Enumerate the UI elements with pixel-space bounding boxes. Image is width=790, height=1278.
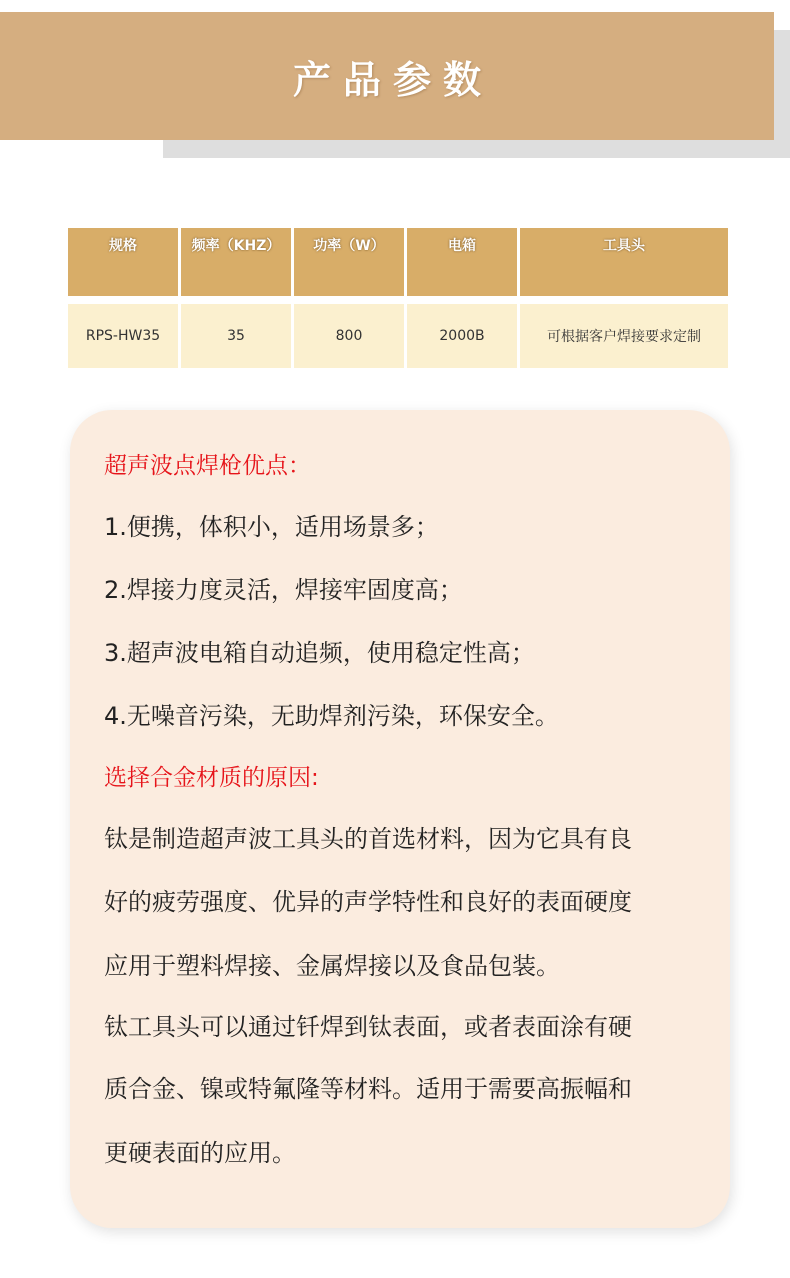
advantages-heading: 超声波点焊枪优点： xyxy=(104,453,311,479)
header-tool-head: 工具头 xyxy=(520,228,728,296)
reason-line-6: 更硬表面的应用。 xyxy=(104,1139,296,1167)
reason-line-4: 钛工具头可以通过钎焊到钛表面，或者表面涂有硬 xyxy=(104,1013,632,1041)
table-gap-row xyxy=(68,296,728,304)
advantage-item-4: 4.无噪音污染，无助焊剂污染，环保安全。 xyxy=(104,702,559,730)
advantage-item-3: 3.超声波电箱自动追频，使用稳定性高； xyxy=(104,639,535,667)
spec-table xyxy=(68,228,728,356)
reason-line-1: 钛是制造超声波工具头的首选材料，因为它具有良 xyxy=(104,825,632,853)
table-header-row xyxy=(68,228,728,296)
table-row xyxy=(68,304,728,368)
cell-tool-head: 可根据客户焊接要求定制 xyxy=(520,304,728,368)
header-spec: 规格 xyxy=(68,228,178,296)
advantage-item-1: 1.便携，体积小，适用场景多； xyxy=(104,513,439,541)
advantage-item-2: 2.焊接力度灵活，焊接牢固度高； xyxy=(104,576,463,604)
spec-table-grid xyxy=(65,228,731,368)
cell-power: 800 xyxy=(294,304,404,368)
reason-line-3: 应用于塑料焊接、金属焊接以及食品包装。 xyxy=(104,952,560,980)
cell-frequency: 35 xyxy=(181,304,291,368)
reason-line-5: 质合金、镍或特氟隆等材料。适用于需要高振幅和 xyxy=(104,1075,632,1103)
header-frequency: 频率（KHZ） xyxy=(181,228,291,296)
header-banner xyxy=(0,12,774,140)
reason-line-2: 好的疲劳强度、优异的声学特性和良好的表面硬度 xyxy=(104,888,632,916)
header-generator: 电箱 xyxy=(407,228,517,296)
cell-generator: 2000B xyxy=(407,304,517,368)
page-title: 产品参数 xyxy=(292,57,493,102)
reason-heading: 选择合金材质的原因: xyxy=(104,765,319,791)
header-power: 功率（W） xyxy=(294,228,404,296)
cell-spec: RPS-HW35 xyxy=(68,304,178,368)
